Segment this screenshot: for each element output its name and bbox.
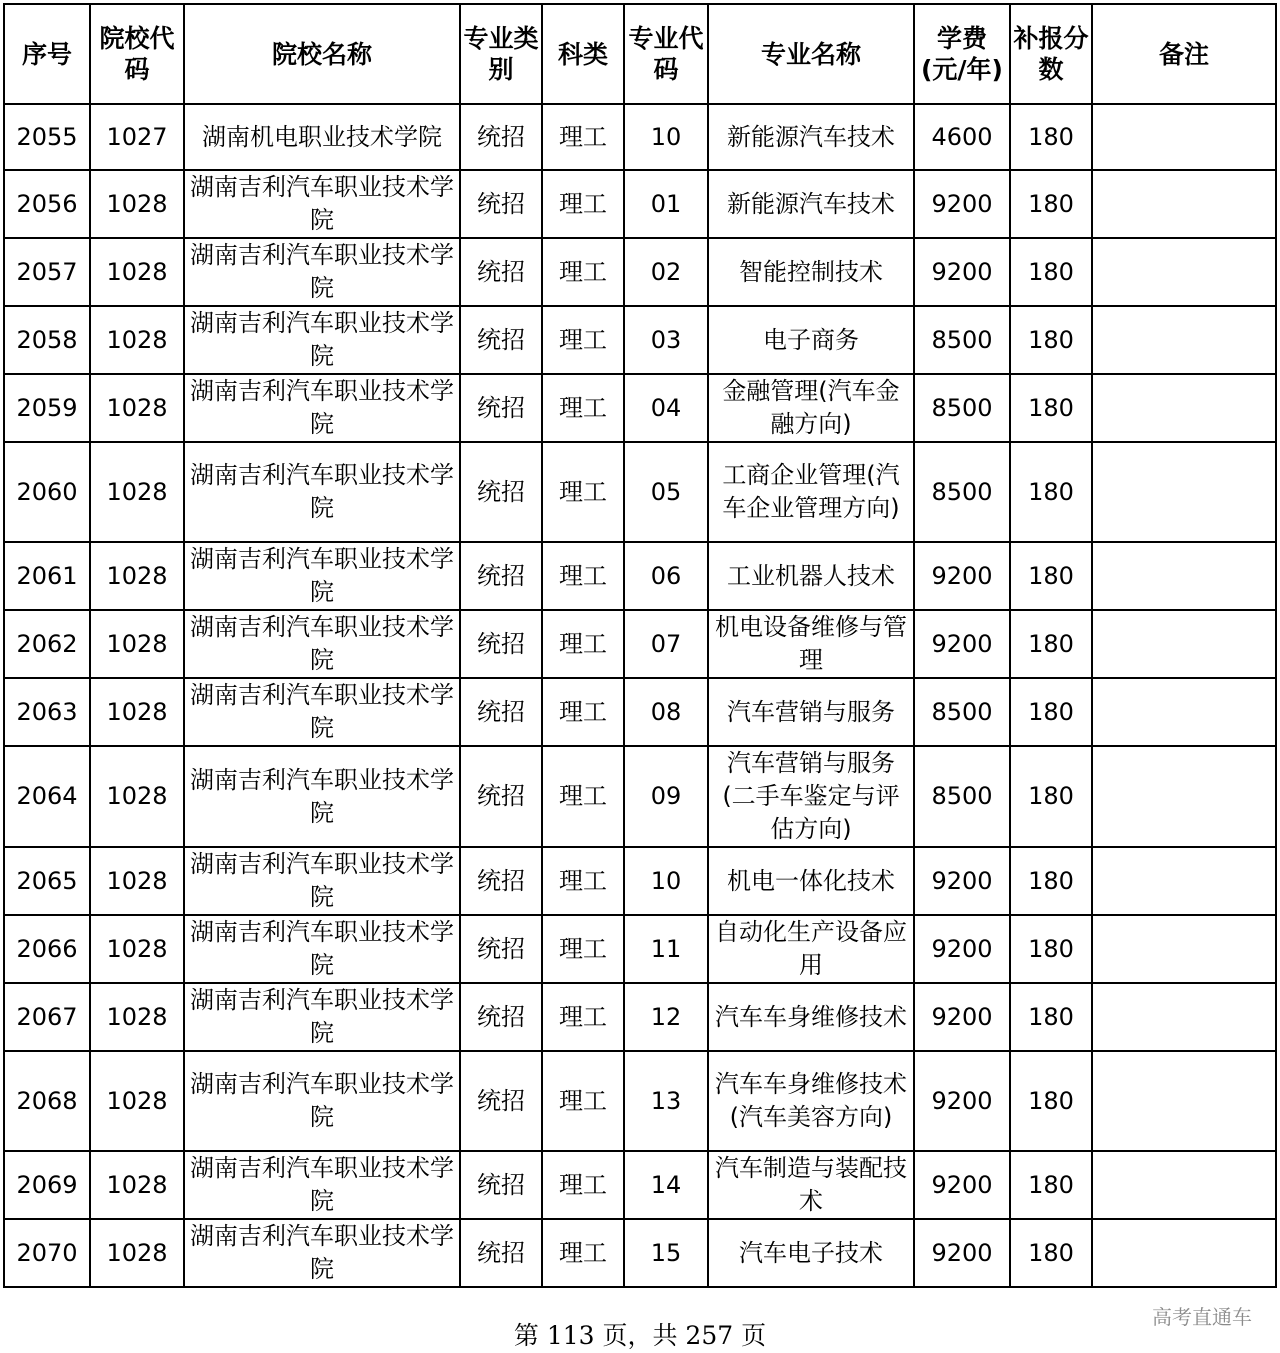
cell-school-name: 湖南吉利汽车职业技术学院 <box>184 170 460 238</box>
cell-major-name: 电子商务 <box>708 306 914 374</box>
cell-seq: 2069 <box>4 1151 90 1219</box>
table-row <box>4 374 1276 442</box>
cell-remarks <box>1092 542 1276 610</box>
cell-major-code: 07 <box>624 610 708 678</box>
cell-remarks <box>1092 678 1276 746</box>
cell-seq: 2055 <box>4 104 90 170</box>
cell-tuition: 8500 <box>914 306 1010 374</box>
cell-school-name: 湖南吉利汽车职业技术学院 <box>184 374 460 442</box>
cell-remarks <box>1092 306 1276 374</box>
table-row <box>4 746 1276 847</box>
cell-major-type: 统招 <box>460 746 542 847</box>
header-major-name: 专业名称 <box>708 4 914 104</box>
page-number: 第 113 页，共 257 页 <box>513 1321 767 1350</box>
cell-major-name: 汽车车身维修技术 <box>708 983 914 1051</box>
cell-tuition: 9200 <box>914 1051 1010 1151</box>
cell-remarks <box>1092 915 1276 983</box>
cell-seq: 2065 <box>4 847 90 915</box>
cell-major-type: 统招 <box>460 542 542 610</box>
cell-remarks <box>1092 238 1276 306</box>
cell-major-code: 09 <box>624 746 708 847</box>
header-school-name: 院校名称 <box>184 4 460 104</box>
cell-supplement-score: 180 <box>1010 104 1092 170</box>
cell-school-name: 湖南吉利汽车职业技术学院 <box>184 1151 460 1219</box>
cell-seq: 2064 <box>4 746 90 847</box>
cell-subject: 理工 <box>542 746 624 847</box>
cell-seq: 2056 <box>4 170 90 238</box>
table-row <box>4 1219 1276 1287</box>
cell-subject: 理工 <box>542 104 624 170</box>
cell-tuition: 9200 <box>914 1151 1010 1219</box>
table-row <box>4 678 1276 746</box>
cell-supplement-score: 180 <box>1010 678 1092 746</box>
cell-major-type: 统招 <box>460 1219 542 1287</box>
cell-major-name: 自动化生产设备应用 <box>708 915 914 983</box>
cell-seq: 2066 <box>4 915 90 983</box>
cell-major-name: 金融管理(汽车金融方向) <box>708 374 914 442</box>
header-tuition: 学费(元/年) <box>914 4 1010 104</box>
cell-major-code: 15 <box>624 1219 708 1287</box>
cell-remarks <box>1092 847 1276 915</box>
table-row <box>4 306 1276 374</box>
cell-school-code: 1028 <box>90 306 184 374</box>
cell-seq: 2061 <box>4 542 90 610</box>
cell-major-code: 12 <box>624 983 708 1051</box>
watermark: 高考直通车 <box>1152 1305 1252 1329</box>
cell-supplement-score: 180 <box>1010 1051 1092 1151</box>
table-row <box>4 170 1276 238</box>
cell-major-type: 统招 <box>460 983 542 1051</box>
cell-school-code: 1028 <box>90 678 184 746</box>
cell-school-name: 湖南吉利汽车职业技术学院 <box>184 847 460 915</box>
cell-school-name: 湖南吉利汽车职业技术学院 <box>184 678 460 746</box>
cell-subject: 理工 <box>542 847 624 915</box>
cell-major-code: 06 <box>624 542 708 610</box>
cell-supplement-score: 180 <box>1010 374 1092 442</box>
header-subject: 科类 <box>542 4 624 104</box>
cell-major-code: 02 <box>624 238 708 306</box>
cell-school-name: 湖南吉利汽车职业技术学院 <box>184 1219 460 1287</box>
cell-major-type: 统招 <box>460 374 542 442</box>
cell-school-code: 1028 <box>90 238 184 306</box>
cell-major-type: 统招 <box>460 306 542 374</box>
cell-supplement-score: 180 <box>1010 442 1092 542</box>
cell-school-name: 湖南吉利汽车职业技术学院 <box>184 610 460 678</box>
header-school-code: 院校代码 <box>90 4 184 104</box>
cell-major-name: 工业机器人技术 <box>708 542 914 610</box>
cell-subject: 理工 <box>542 170 624 238</box>
cell-supplement-score: 180 <box>1010 1219 1092 1287</box>
cell-major-type: 统招 <box>460 1151 542 1219</box>
header-supplement-score: 补报分数 <box>1010 4 1092 104</box>
cell-school-code: 1028 <box>90 983 184 1051</box>
cell-supplement-score: 180 <box>1010 983 1092 1051</box>
cell-tuition: 8500 <box>914 746 1010 847</box>
cell-subject: 理工 <box>542 1219 624 1287</box>
cell-school-code: 1028 <box>90 442 184 542</box>
cell-school-code: 1028 <box>90 746 184 847</box>
cell-major-type: 统招 <box>460 238 542 306</box>
cell-school-code: 1028 <box>90 610 184 678</box>
cell-major-name: 机电设备维修与管理 <box>708 610 914 678</box>
cell-subject: 理工 <box>542 915 624 983</box>
cell-remarks <box>1092 170 1276 238</box>
cell-school-code: 1028 <box>90 170 184 238</box>
cell-school-name: 湖南吉利汽车职业技术学院 <box>184 238 460 306</box>
cell-major-name: 机电一体化技术 <box>708 847 914 915</box>
header-row <box>4 4 1276 104</box>
cell-major-name: 新能源汽车技术 <box>708 170 914 238</box>
header-remarks: 备注 <box>1092 4 1276 104</box>
cell-supplement-score: 180 <box>1010 238 1092 306</box>
cell-school-code: 1028 <box>90 847 184 915</box>
table-row <box>4 1151 1276 1219</box>
cell-major-type: 统招 <box>460 170 542 238</box>
cell-school-code: 1028 <box>90 1219 184 1287</box>
cell-subject: 理工 <box>542 238 624 306</box>
cell-tuition: 9200 <box>914 1219 1010 1287</box>
cell-school-name: 湖南吉利汽车职业技术学院 <box>184 746 460 847</box>
header-major-code: 专业代码 <box>624 4 708 104</box>
cell-seq: 2060 <box>4 442 90 542</box>
cell-school-name: 湖南吉利汽车职业技术学院 <box>184 306 460 374</box>
cell-major-name: 工商企业管理(汽车企业管理方向) <box>708 442 914 542</box>
cell-seq: 2062 <box>4 610 90 678</box>
cell-seq: 2068 <box>4 1051 90 1151</box>
cell-major-name: 智能控制技术 <box>708 238 914 306</box>
cell-supplement-score: 180 <box>1010 1151 1092 1219</box>
cell-remarks <box>1092 610 1276 678</box>
cell-major-type: 统招 <box>460 610 542 678</box>
cell-supplement-score: 180 <box>1010 542 1092 610</box>
cell-remarks <box>1092 1151 1276 1219</box>
table-row <box>4 847 1276 915</box>
cell-subject: 理工 <box>542 610 624 678</box>
cell-school-name: 湖南吉利汽车职业技术学院 <box>184 542 460 610</box>
cell-subject: 理工 <box>542 442 624 542</box>
cell-seq: 2070 <box>4 1219 90 1287</box>
cell-major-code: 14 <box>624 1151 708 1219</box>
cell-subject: 理工 <box>542 1051 624 1151</box>
cell-tuition: 4600 <box>914 104 1010 170</box>
cell-supplement-score: 180 <box>1010 915 1092 983</box>
cell-remarks <box>1092 746 1276 847</box>
cell-school-name: 湖南吉利汽车职业技术学院 <box>184 983 460 1051</box>
cell-supplement-score: 180 <box>1010 847 1092 915</box>
cell-major-code: 01 <box>624 170 708 238</box>
cell-major-name: 汽车制造与装配技术 <box>708 1151 914 1219</box>
cell-seq: 2058 <box>4 306 90 374</box>
cell-subject: 理工 <box>542 374 624 442</box>
cell-supplement-score: 180 <box>1010 746 1092 847</box>
cell-subject: 理工 <box>542 306 624 374</box>
table-body <box>4 104 1276 1287</box>
cell-seq: 2063 <box>4 678 90 746</box>
cell-subject: 理工 <box>542 983 624 1051</box>
cell-major-name: 新能源汽车技术 <box>708 104 914 170</box>
cell-remarks <box>1092 983 1276 1051</box>
cell-major-type: 统招 <box>460 1051 542 1151</box>
table-row <box>4 104 1276 170</box>
table-row <box>4 915 1276 983</box>
cell-major-type: 统招 <box>460 847 542 915</box>
cell-subject: 理工 <box>542 1151 624 1219</box>
cell-school-code: 1028 <box>90 374 184 442</box>
cell-major-code: 04 <box>624 374 708 442</box>
cell-tuition: 9200 <box>914 983 1010 1051</box>
table-row <box>4 610 1276 678</box>
cell-subject: 理工 <box>542 678 624 746</box>
cell-tuition: 8500 <box>914 374 1010 442</box>
cell-seq: 2067 <box>4 983 90 1051</box>
cell-supplement-score: 180 <box>1010 610 1092 678</box>
cell-school-name: 湖南吉利汽车职业技术学院 <box>184 1051 460 1151</box>
cell-major-type: 统招 <box>460 915 542 983</box>
cell-major-type: 统招 <box>460 104 542 170</box>
cell-supplement-score: 180 <box>1010 170 1092 238</box>
cell-major-name: 汽车营销与服务(二手车鉴定与评估方向) <box>708 746 914 847</box>
header-seq: 序号 <box>4 4 90 104</box>
cell-tuition: 8500 <box>914 442 1010 542</box>
cell-tuition: 9200 <box>914 847 1010 915</box>
cell-seq: 2057 <box>4 238 90 306</box>
cell-remarks <box>1092 442 1276 542</box>
table-row <box>4 1051 1276 1151</box>
admission-table <box>3 3 1277 1288</box>
table-row <box>4 442 1276 542</box>
cell-major-name: 汽车车身维修技术(汽车美容方向) <box>708 1051 914 1151</box>
cell-school-code: 1027 <box>90 104 184 170</box>
cell-tuition: 9200 <box>914 610 1010 678</box>
cell-major-code: 05 <box>624 442 708 542</box>
cell-tuition: 9200 <box>914 170 1010 238</box>
cell-major-type: 统招 <box>460 678 542 746</box>
cell-major-code: 03 <box>624 306 708 374</box>
cell-tuition: 9200 <box>914 915 1010 983</box>
cell-major-code: 11 <box>624 915 708 983</box>
cell-major-type: 统招 <box>460 442 542 542</box>
cell-supplement-score: 180 <box>1010 306 1092 374</box>
cell-school-code: 1028 <box>90 1051 184 1151</box>
cell-school-name: 湖南机电职业技术学院 <box>184 104 460 170</box>
cell-major-code: 08 <box>624 678 708 746</box>
header-major-type: 专业类别 <box>460 4 542 104</box>
cell-seq: 2059 <box>4 374 90 442</box>
cell-remarks <box>1092 374 1276 442</box>
cell-school-name: 湖南吉利汽车职业技术学院 <box>184 915 460 983</box>
cell-major-code: 10 <box>624 104 708 170</box>
table-row <box>4 238 1276 306</box>
cell-tuition: 9200 <box>914 238 1010 306</box>
cell-school-code: 1028 <box>90 542 184 610</box>
cell-major-code: 13 <box>624 1051 708 1151</box>
cell-school-name: 湖南吉利汽车职业技术学院 <box>184 442 460 542</box>
cell-tuition: 8500 <box>914 678 1010 746</box>
table-row <box>4 983 1276 1051</box>
cell-school-code: 1028 <box>90 1151 184 1219</box>
cell-remarks <box>1092 104 1276 170</box>
table-row <box>4 542 1276 610</box>
cell-subject: 理工 <box>542 542 624 610</box>
cell-remarks <box>1092 1051 1276 1151</box>
cell-school-code: 1028 <box>90 915 184 983</box>
cell-major-code: 10 <box>624 847 708 915</box>
cell-remarks <box>1092 1219 1276 1287</box>
cell-tuition: 9200 <box>914 542 1010 610</box>
cell-major-name: 汽车营销与服务 <box>708 678 914 746</box>
cell-major-name: 汽车电子技术 <box>708 1219 914 1287</box>
